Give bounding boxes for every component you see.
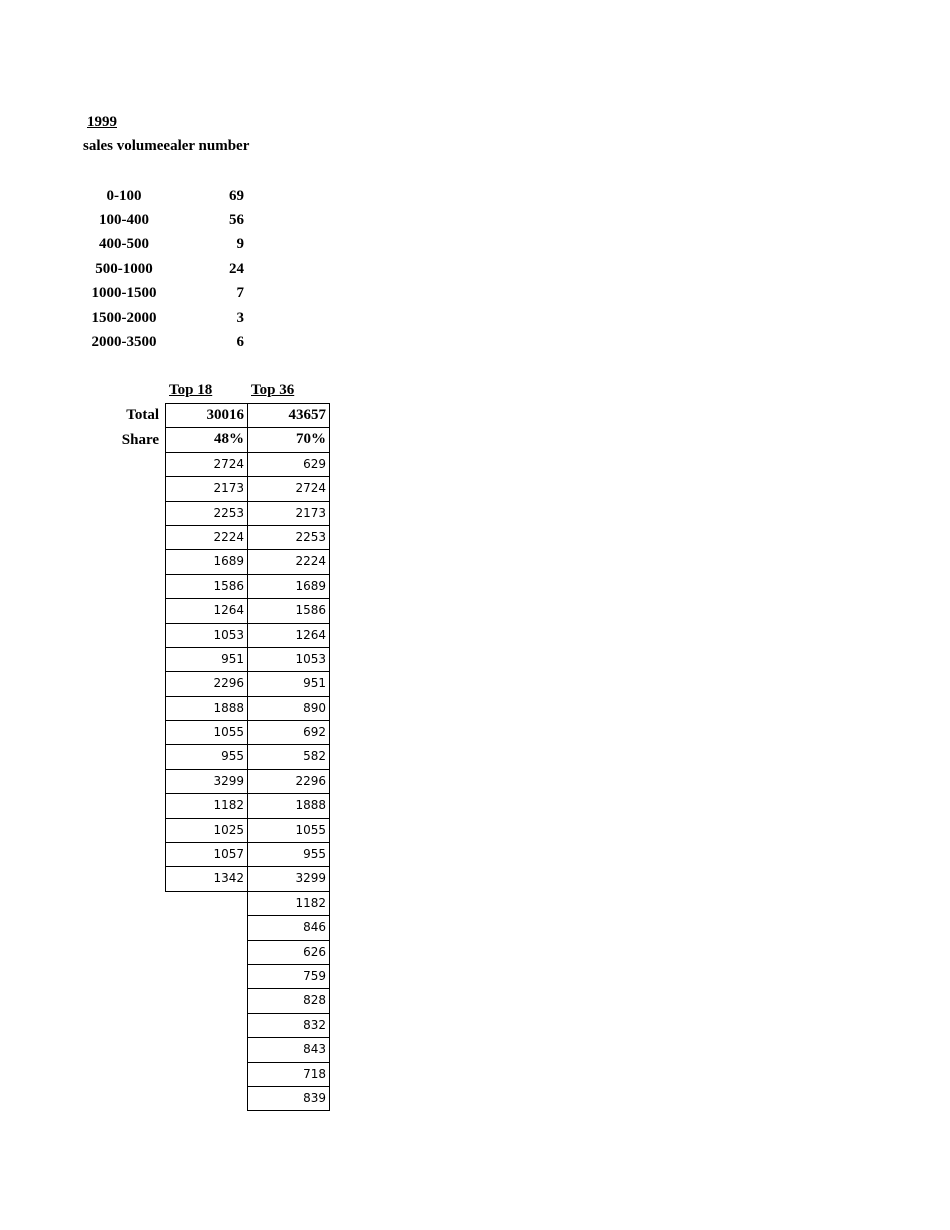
top36-value-cell: 1182	[248, 892, 329, 916]
total-label: Total	[126, 407, 159, 423]
distribution-count: 69	[229, 187, 244, 204]
distribution-range: 500-1000	[95, 260, 153, 277]
top36-value-cell: 1689	[248, 575, 329, 599]
top18-share: 48%	[166, 428, 247, 452]
top18-value-cell: 2224	[166, 526, 247, 550]
distribution-row	[83, 184, 253, 208]
distribution-row	[83, 233, 253, 257]
top36-value-cell: 2724	[248, 477, 329, 501]
top36-value-cell: 951	[248, 672, 329, 696]
distribution-table	[83, 184, 253, 355]
distribution-row	[83, 330, 253, 354]
top36-value-cell: 759	[248, 965, 329, 989]
top18-value-cell: 2296	[166, 672, 247, 696]
top36-value-cell: 3299	[248, 867, 329, 891]
top18-value-cell: 951	[166, 648, 247, 672]
top36-value-cell: 1264	[248, 624, 329, 648]
top36-header: Top 36	[251, 382, 295, 398]
share-label: Share	[121, 432, 159, 448]
distribution-range: 100-400	[99, 212, 149, 229]
distribution-count: 6	[236, 334, 244, 351]
top18-value-cell: 1055	[166, 721, 247, 745]
top18-value-cell: 1586	[166, 575, 247, 599]
year-heading: 1999	[87, 114, 117, 130]
distribution-count: 3	[236, 309, 244, 326]
distribution-count: 9	[236, 236, 244, 253]
top36-value-cell: 582	[248, 745, 329, 769]
top18-value-cell: 2173	[166, 477, 247, 501]
top36-value-cell: 828	[248, 989, 329, 1013]
top36-value-cell: 1888	[248, 794, 329, 818]
distribution-range: 0-100	[106, 187, 142, 204]
top36-share: 70%	[248, 428, 329, 452]
top36-value-cell: 2173	[248, 502, 329, 526]
top18-value-cell: 1053	[166, 624, 247, 648]
top36-value-cell: 1055	[248, 819, 329, 843]
top36-value-cell: 718	[248, 1063, 329, 1087]
top36-value-cell: 846	[248, 916, 329, 940]
top18-value-cell: 1689	[166, 550, 247, 574]
distribution-row	[83, 306, 253, 330]
top36-column	[247, 403, 330, 1111]
column-header: sales volumeealer number	[83, 138, 250, 154]
top36-value-cell: 890	[248, 697, 329, 721]
distribution-range: 1000-1500	[91, 285, 157, 302]
top36-value-cell: 1053	[248, 648, 329, 672]
top36-value-cell: 843	[248, 1038, 329, 1062]
distribution-range: 2000-3500	[91, 334, 157, 351]
top36-value-cell: 832	[248, 1014, 329, 1038]
distribution-range: 400-500	[99, 236, 149, 253]
top36-value-cell: 2296	[248, 770, 329, 794]
distribution-count: 56	[229, 212, 244, 229]
distribution-count: 24	[229, 260, 244, 277]
top18-value-cell: 1888	[166, 697, 247, 721]
top18-value-cell: 2724	[166, 453, 247, 477]
top18-value-cell: 1182	[166, 794, 247, 818]
top18-value-cell: 1264	[166, 599, 247, 623]
top36-value-cell: 2253	[248, 526, 329, 550]
top36-value-cell: 626	[248, 941, 329, 965]
distribution-row	[83, 282, 253, 306]
top18-column	[165, 403, 248, 892]
top18-value-cell: 1342	[166, 867, 247, 891]
top36-value-cell: 955	[248, 843, 329, 867]
distribution-row	[83, 257, 253, 281]
top18-value-cell: 2253	[166, 502, 247, 526]
top18-value-cell: 3299	[166, 770, 247, 794]
top36-value-cell: 692	[248, 721, 329, 745]
top36-value-cell: 1586	[248, 599, 329, 623]
top36-value-cell: 629	[248, 453, 329, 477]
distribution-count: 7	[236, 285, 244, 302]
distribution-row	[83, 208, 253, 232]
top18-header: Top 18	[169, 382, 213, 398]
top36-value-cell: 839	[248, 1087, 329, 1111]
top36-value-cell: 2224	[248, 550, 329, 574]
top18-value-cell: 955	[166, 745, 247, 769]
top36-total: 43657	[248, 404, 329, 428]
distribution-range: 1500-2000	[91, 309, 157, 326]
top18-value-cell: 1025	[166, 819, 247, 843]
top18-total: 30016	[166, 404, 247, 428]
top18-value-cell: 1057	[166, 843, 247, 867]
